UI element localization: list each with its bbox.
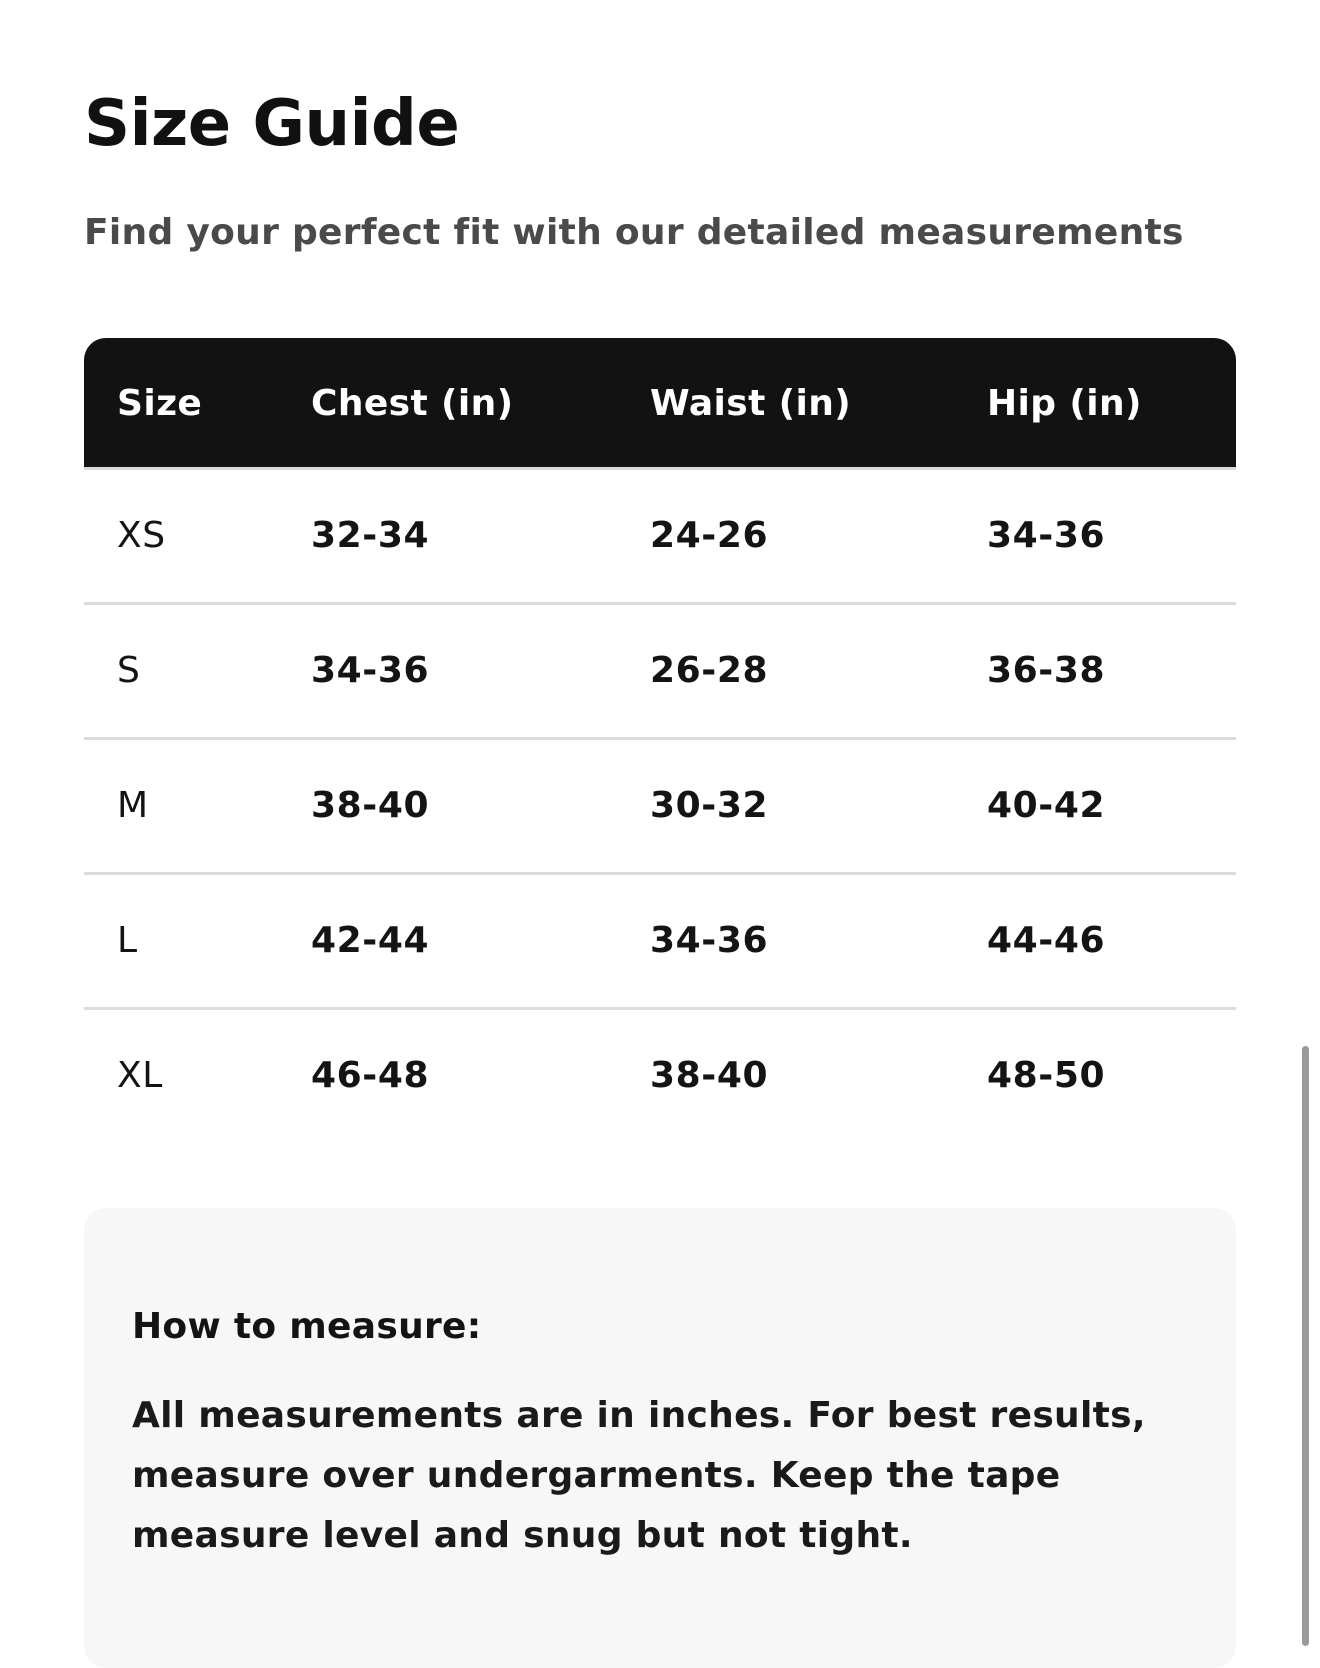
table-row [84, 1010, 1236, 1145]
how-to-measure-panel [84, 1208, 1236, 1668]
column-header-waist: Waist (in) [650, 383, 852, 424]
how-to-measure-text: All measurements are in inches. For best results, measure over undergarments. Keep the tape measure level and snug but not tight. [132, 1395, 1146, 1556]
how-to-measure-heading: How to measure: [132, 1306, 482, 1347]
chest-cell: 38-40 [311, 785, 430, 826]
table-row [84, 740, 1236, 875]
size-table [84, 338, 1236, 1145]
size-cell: XL [117, 1055, 163, 1096]
vertical-scrollbar[interactable] [1302, 1046, 1309, 1646]
size-cell: S [117, 650, 141, 691]
waist-cell: 30-32 [650, 785, 769, 826]
hip-cell: 34-36 [987, 515, 1106, 556]
chest-cell: 46-48 [311, 1055, 430, 1096]
column-header-chest: Chest (in) [311, 383, 514, 424]
page-title: Size Guide [84, 87, 460, 161]
hip-cell: 48-50 [987, 1055, 1106, 1096]
waist-cell: 26-28 [650, 650, 769, 691]
hip-cell: 40-42 [987, 785, 1106, 826]
table-row [84, 470, 1236, 605]
column-header-hip: Hip (in) [987, 383, 1142, 424]
size-cell: L [117, 920, 138, 961]
chest-cell: 32-34 [311, 515, 430, 556]
size-cell: XS [117, 515, 166, 556]
size-cell: M [117, 785, 149, 826]
waist-cell: 24-26 [650, 515, 769, 556]
table-header-row [84, 338, 1236, 470]
waist-cell: 38-40 [650, 1055, 769, 1096]
chest-cell: 34-36 [311, 650, 430, 691]
hip-cell: 44-46 [987, 920, 1106, 961]
page-subtitle: Find your perfect fit with our detailed measurements [84, 212, 1184, 253]
table-row [84, 875, 1236, 1010]
table-row [84, 605, 1236, 740]
chest-cell: 42-44 [311, 920, 430, 961]
hip-cell: 36-38 [987, 650, 1106, 691]
waist-cell: 34-36 [650, 920, 769, 961]
column-header-size: Size [117, 383, 203, 424]
